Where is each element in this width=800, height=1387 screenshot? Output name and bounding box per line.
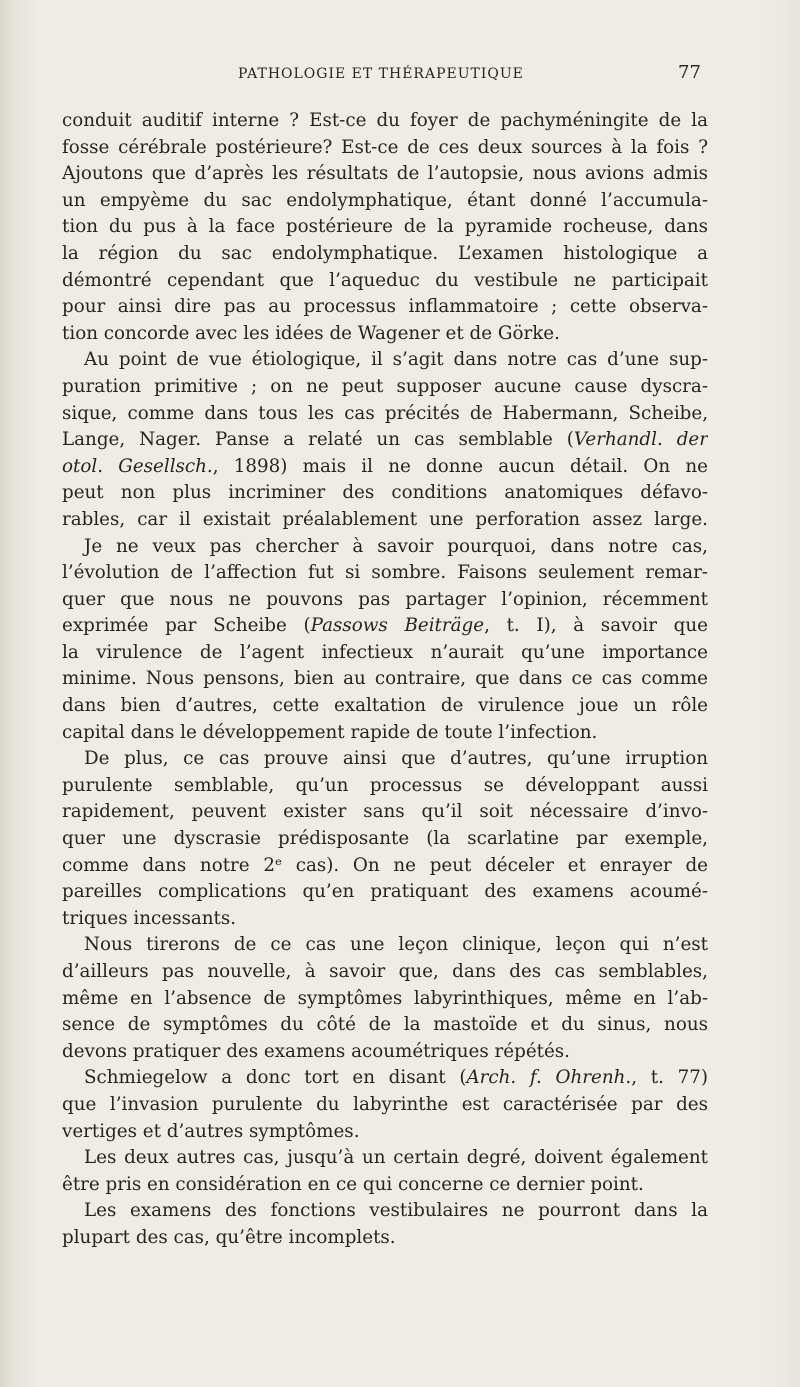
text-line: Les examens des fonctions vestibulaires ne pourront dans la <box>84 1200 708 1222</box>
text-line: devons pratiquer des examens acoumétriques répétés. <box>62 1040 570 1062</box>
text-line: purulente semblable, qu’un processus se développant aussi <box>62 774 708 796</box>
text-line: la région du sac endolymphatique. L’examen histologique a <box>62 242 708 264</box>
running-title: PATHOLOGIE ET THÉRAPEUTIQUE <box>238 66 524 82</box>
text-segment: , 1898) mais il ne donne aucun détail. On ne <box>212 455 708 477</box>
text-segment: exprimée par Scheibe ( <box>62 615 311 637</box>
text-line: fosse cérébrale postérieure? Est-ce de ces deux sources à la fois ? <box>62 136 708 158</box>
body-text <box>62 108 708 1252</box>
text-line: conduit auditif interne ? Est-ce du foyer de pachyméningite de la <box>62 110 708 131</box>
text-segment: Schmiegelow a donc tort en disant ( <box>84 1067 467 1089</box>
text-segment: , t. 77) <box>631 1067 708 1089</box>
text-line: plupart des cas, qu’être incomplets. <box>62 1226 396 1248</box>
text-line: démontré cependant que l’aqueduc du vestibule ne participait <box>62 269 708 291</box>
text-line: d’ailleurs pas nouvelle, à savoir que, dans des cas semblables, <box>62 961 708 982</box>
text-line: tion du pus à la face postérieure de la pyramide rocheuse, dans <box>62 216 708 238</box>
journal-citation: Arch. f. Ohrenh. <box>466 1067 632 1089</box>
page-number: 77 <box>678 62 701 83</box>
text-line: vertiges et d’autres symptômes. <box>62 1120 360 1142</box>
text-line: Ajoutons que d’après les résultats de l’autopsie, nous avions admis <box>62 163 708 185</box>
text-line: comme dans notre 2ᵉ cas). On ne peut déceler et enrayer de <box>62 854 708 876</box>
journal-citation: Passows Beiträge <box>310 615 485 637</box>
text-line: Les deux autres cas, jusqu’à un certain degré, doivent également <box>84 1147 708 1169</box>
text-line: De plus, ce cas prouve ainsi que d’autres, qu’une irruption <box>84 748 708 770</box>
text-line: quer une dyscrasie prédisposante (la scarlatine par exemple, <box>62 828 708 850</box>
text-line: un empyème du sac endolymphatique, étant donné l’accumula- <box>62 189 708 211</box>
text-line <box>62 613 708 640</box>
text-line: peut non plus incriminer des conditions anatomiques défavo- <box>62 482 708 504</box>
text-line: Je ne veux pas chercher à savoir pourquoi, dans notre cas, <box>84 535 708 557</box>
text-line <box>62 454 708 481</box>
page-header <box>0 62 800 88</box>
text-line <box>62 1065 708 1092</box>
text-line: sique, comme dans tous les cas précités de Habermann, Scheibe, <box>62 402 708 424</box>
text-line: pour ainsi dire pas au processus inflammatoire ; cette observa- <box>62 296 708 318</box>
text-line: dans bien d’autres, cette exaltation de virulence joue un rôle <box>62 695 708 717</box>
text-line: rables, car il existait préalablement une perforation assez large. <box>62 508 708 530</box>
text-line: la virulence de l’agent infectieux n’aurait qu’une importance <box>62 641 708 663</box>
text-line: l’évolution de l’affection fut si sombre. Faisons seulement remar- <box>62 562 708 584</box>
text-line: que l’invasion purulente du labyrinthe est caractérisée par des <box>62 1093 708 1115</box>
text-line: Nous tirerons de ce cas une leçon clinique, leçon qui n’est <box>84 934 708 956</box>
text-line: minime. Nous pensons, bien au contraire, que dans ce cas comme <box>62 668 708 690</box>
text-line: pareilles complications qu’en pratiquant des examens acoumé- <box>62 881 708 903</box>
text-line: sence de symptômes du côté de la mastoïde et du sinus, nous <box>62 1014 708 1036</box>
text-line: être pris en considération en ce qui concerne ce dernier point. <box>62 1173 644 1195</box>
text-line: capital dans le développement rapide de toute l’infection. <box>62 721 598 743</box>
text-line: puration primitive ; on ne peut supposer aucune cause dyscra- <box>62 375 708 397</box>
text-line: même en l’absence de symptômes labyrinthiques, même en l’ab- <box>62 987 708 1009</box>
journal-citation: otol. Gesellsch. <box>62 455 213 477</box>
text-segment: Lange, Nager. Panse a relaté un cas semblable ( <box>62 429 574 451</box>
text-line: rapidement, peuvent exister sans qu’il soit nécessaire d’invo- <box>62 801 708 823</box>
text-line: triques incessants. <box>62 907 237 929</box>
text-line: quer que nous ne pouvons pas partager l’opinion, récemment <box>62 588 708 610</box>
text-line <box>62 427 708 454</box>
text-segment: , t. I), à savoir que <box>484 615 708 637</box>
text-line: Au point de vue étiologique, il s’agit dans notre cas d’une sup- <box>84 349 708 371</box>
journal-citation: Verhandl. der <box>573 429 708 451</box>
text-line: tion concorde avec les idées de Wagener et de Görke. <box>62 322 560 344</box>
